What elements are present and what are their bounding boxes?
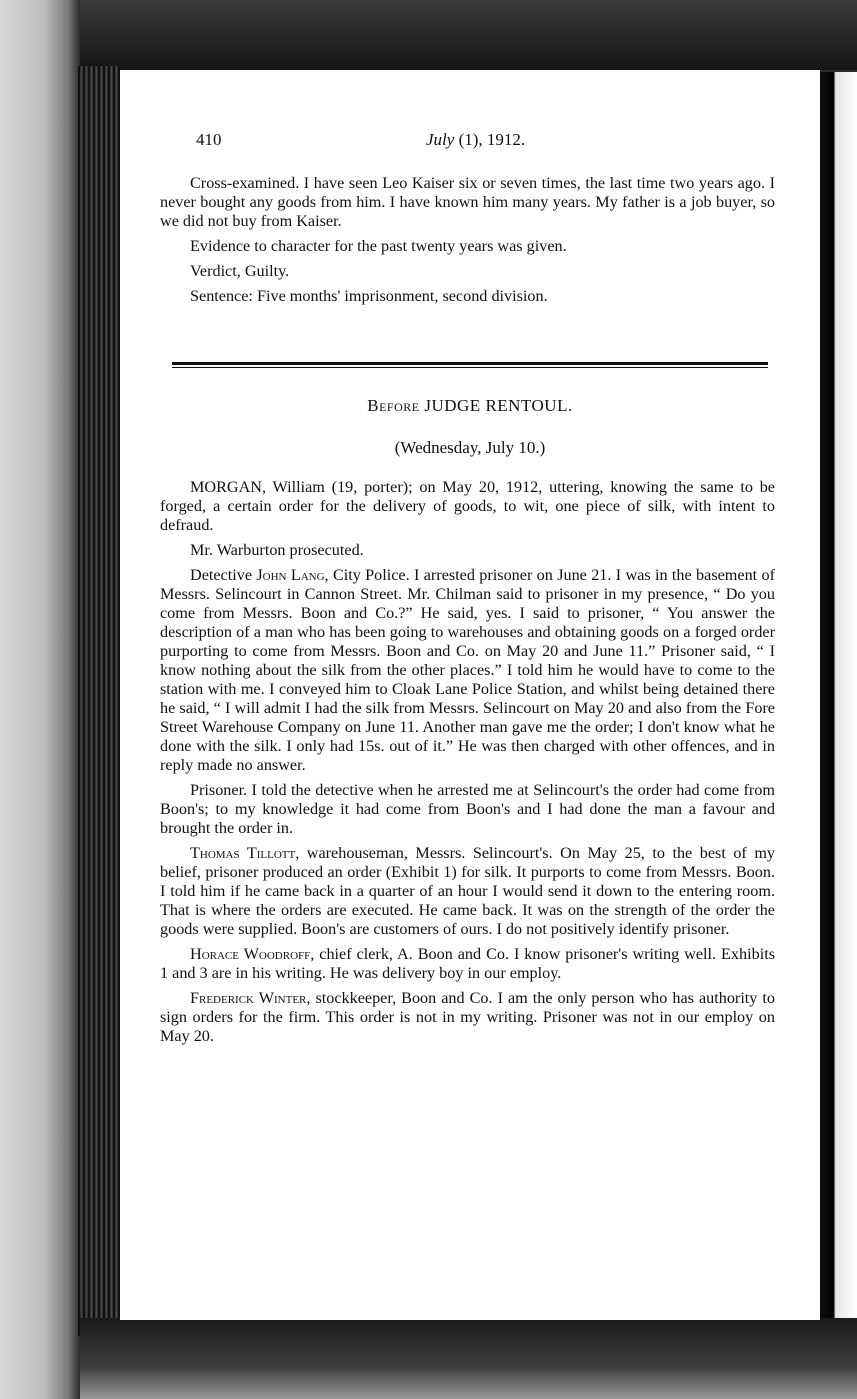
- case-morgan: [160, 478, 775, 1046]
- judge-name: JUDGE RENTOUL.: [424, 396, 573, 415]
- testimony-text: City Police. I arrested prisoner on June 21. I was in the basement of Messrs. Selincourt in Cannon Street. Mr. Chilman said to prisoner in my presence, “ Do you come from Messrs. Boon and Co.?” He said, yes. I said to prisoner, “ You answer the description of a man who has been going to warehouses and obtaining goods on a forged order purporting to come from Messrs. Boon and Co. on May 20 and June 11.” Prisoner said, “ I know nothing about the silk from the other places.” I told him he would have to come to the station with me. I conveyed him to Cloak Lane Police Station, and whilst being detained there he said, “ I will admit I had the silk from Messrs. Selincourt on May 20 and also from the Fore Street Warehouse Company on June 11. Another man gave me the order; I don't know what he done with the silk. I only had 15s. out of it.” He was then charged with other offences, and in reply made no answer.: [160, 566, 775, 774]
- book-page-edges: [78, 66, 120, 1336]
- verdict-paragraph: Verdict, Guilty.: [190, 262, 290, 280]
- cross-examination-paragraph: Cross-examined. I have seen Leo Kaiser six or seven times, the last time two years ago. I never bought any goods from him. I have known him many years. My father is a job buyer, so we did not buy from Kaiser.: [160, 174, 775, 230]
- session-date: (Wednesday, July 10.): [394, 438, 546, 457]
- witness-name: Horace Woodroff,: [190, 945, 315, 963]
- book-right-edge: [818, 72, 857, 1322]
- testimony-text: chief clerk, A. Boon and Co. I know prisoner's writing well. Exhibits 1 and 3 are in his writing. He was delivery boy in our employ.: [160, 945, 775, 982]
- testimony-text: warehouseman, Messrs. Selincourt's. On May 25, to the best of my belief, prisoner produced an order (Exhibit 1) for silk. It purports to come from Messrs. Boon. I told him if he came back in a quarter of an hour I would send it down to the entering room. That is where the orders are executed. He came back. It was on the strength of the order the goods were supplied. Boon's are customers of ours. I do not positively identify prisoner.: [160, 844, 776, 938]
- character-evidence-paragraph: Evidence to character for the past twenty years was given.: [190, 237, 567, 255]
- indictment-paragraph: MORGAN, William (19, porter); on May 20, 1912, uttering, knowing the same to be forged, a certain order for the delivery of goods, to wit, one piece of silk, with intent to defraud.: [160, 478, 775, 534]
- witness-name: Frederick Winter,: [190, 989, 311, 1007]
- witness-name: Thomas Tillott,: [190, 844, 300, 862]
- page-number: 410: [196, 130, 222, 149]
- section-divider-thick: [172, 362, 768, 365]
- scanner-background-top: [0, 0, 857, 70]
- witness-prefix: Detective: [190, 566, 253, 584]
- running-head-month: July: [426, 130, 455, 149]
- page-header: [196, 130, 756, 152]
- section-divider-thin: [172, 367, 768, 368]
- testimony-paragraph: [160, 989, 775, 1046]
- judge-heading: [120, 396, 820, 416]
- testimony-paragraph: Prisoner. I told the detective when he arrested me at Selincourt's the order had come from Boon's; to my knowledge it had come from Boon's and I had done the man a favour and brought the order in.: [160, 781, 775, 837]
- testimony-paragraph: [160, 566, 775, 775]
- book-page: [120, 70, 820, 1320]
- testimony-paragraph: [160, 844, 775, 939]
- testimony-text: stockkeeper, Boon and Co. I am the only person who has authority to sign orders for the firm. This order is not in my writing. Prisoner was not in our employ on May 20.: [160, 989, 776, 1045]
- running-head-date: (1), 1912.: [458, 130, 526, 149]
- scanner-background-bottom: [80, 1318, 857, 1399]
- prosecution-paragraph: Mr. Warburton prosecuted.: [190, 541, 364, 559]
- scanner-background-left: [0, 0, 80, 1399]
- previous-case-conclusion: [160, 174, 775, 306]
- sentence-paragraph: Sentence: Five months' imprisonment, second division.: [190, 287, 548, 305]
- witness-name: John Lang,: [256, 566, 329, 584]
- testimony-paragraph: [160, 945, 775, 983]
- judge-prefix: Before: [367, 396, 420, 415]
- running-head: [426, 130, 525, 150]
